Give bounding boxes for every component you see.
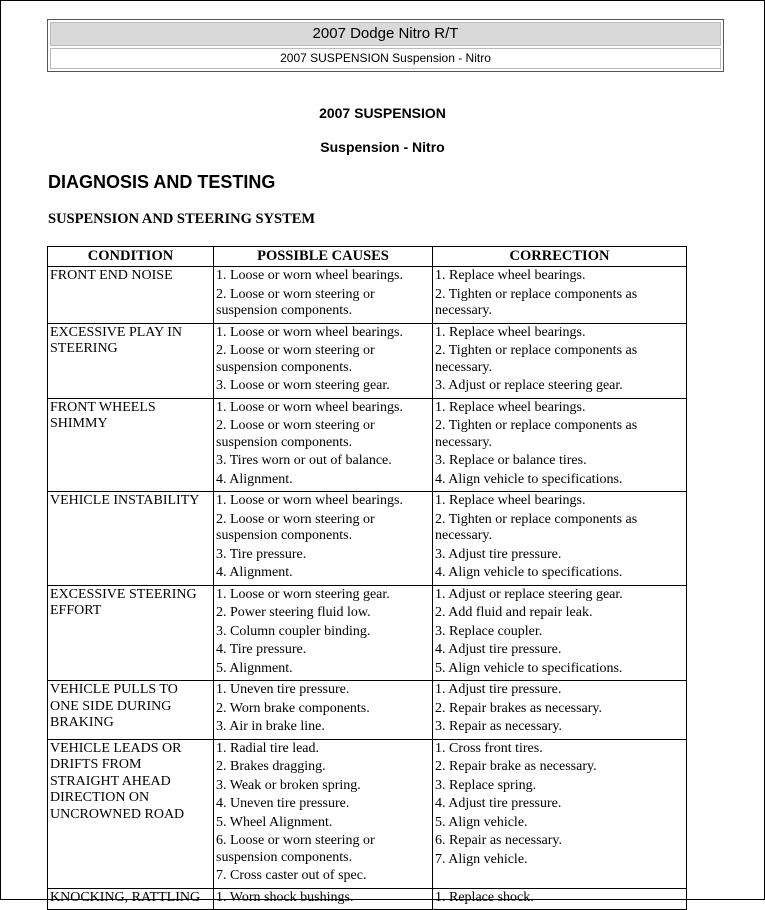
column-header-correction: CORRECTION [433, 247, 687, 267]
table-row [48, 323, 687, 398]
cause-item: 2. Loose or worn steering or suspension components. [216, 418, 375, 450]
condition-text: SHIMMY [50, 416, 108, 431]
correction-item: 3. Replace spring. [435, 777, 537, 793]
page-heading: DIAGNOSIS AND TESTING [48, 172, 276, 192]
correction-item: 2. Tighten or replace components as necessary. [435, 511, 638, 543]
cause-item: 1. Loose or worn wheel bearings. [216, 268, 404, 283]
table-header-row [48, 247, 687, 267]
correction-item: 2. Tighten or replace components as necessary. [435, 343, 638, 375]
condition-cell [48, 323, 214, 398]
condition-text: STEERING [50, 341, 118, 356]
correction-item: 3. Repair as necessary. [435, 719, 562, 734]
table-row [48, 585, 687, 681]
cause-item: 5. Wheel Alignment. [216, 814, 333, 830]
correction-item: 6. Repair as necessary. [435, 833, 562, 848]
condition-text: FRONT END NOISE [50, 268, 173, 283]
condition-cell [48, 681, 214, 740]
cause-item: 2. Brakes dragging. [216, 759, 326, 774]
cause-item: 1. Radial tire lead. [216, 740, 320, 756]
cause-item: 4. Alignment. [216, 471, 293, 487]
subsection-title: Suspension - Nitro [320, 139, 445, 155]
correction-item: 4. Adjust tire pressure. [435, 796, 562, 811]
condition-cell [48, 739, 214, 888]
cause-item: 1. Loose or worn steering gear. [216, 586, 390, 602]
correction-item: 3. Adjust or replace steering gear. [435, 378, 623, 393]
condition-text: FRONT WHEELS [50, 399, 156, 415]
condition-text: UNCROWNED ROAD [50, 806, 185, 822]
correction-item: 3. Replace coupler. [435, 623, 543, 639]
correction-item: 2. Tighten or replace components as necessary. [435, 286, 638, 318]
condition-text: EXCESSIVE PLAY IN [50, 324, 182, 340]
correction-item: 2. Tighten or replace components as necessary. [435, 418, 638, 450]
causes-cell [214, 681, 433, 740]
correction-cell [433, 492, 687, 586]
cause-item: 7. Cross caster out of spec. [216, 868, 367, 883]
correction-cell [433, 681, 687, 740]
correction-item: 4. Align vehicle to specifications. [435, 471, 623, 487]
condition-text: KNOCKING, RATTLING [50, 889, 201, 905]
column-header-condition: CONDITION [48, 247, 214, 267]
condition-text: VEHICLE INSTABILITY [50, 493, 200, 508]
correction-item: 3. Adjust tire pressure. [435, 546, 562, 562]
correction-item: 1. Adjust or replace steering gear. [435, 586, 623, 602]
condition-text: STRAIGHT AHEAD [50, 773, 171, 789]
cause-item: 4. Uneven tire pressure. [216, 796, 350, 811]
correction-cell [433, 267, 687, 324]
correction-item: 2. Repair brake as necessary. [435, 759, 597, 774]
table-row [48, 267, 687, 324]
condition-text: EXCESSIVE STEERING [50, 586, 197, 602]
causes-cell [214, 398, 433, 492]
correction-item: 7. Align vehicle. [435, 851, 528, 867]
correction-cell [433, 323, 687, 398]
section-heading: SUSPENSION AND STEERING SYSTEM [48, 211, 316, 227]
header-subtitle: 2007 SUSPENSION Suspension - Nitro [50, 48, 721, 69]
table-row [48, 492, 687, 586]
correction-cell [433, 888, 687, 910]
condition-cell [48, 492, 214, 586]
table-row [48, 398, 687, 492]
cause-item: 6. Loose or worn steering or suspension components. [216, 833, 375, 865]
correction-item: 5. Align vehicle. [435, 814, 528, 830]
condition-text: DIRECTION ON [50, 790, 150, 805]
table-row [48, 888, 687, 910]
cause-item: 2. Loose or worn steering or suspension components. [216, 511, 375, 543]
condition-cell [48, 585, 214, 681]
condition-cell [48, 888, 214, 910]
cause-item: 1. Worn shock bushings. [216, 889, 354, 905]
correction-item: 1. Replace shock. [435, 889, 534, 905]
header-title: 2007 Dodge Nitro R/T [50, 22, 721, 46]
column-header-causes: POSSIBLE CAUSES [214, 247, 433, 267]
correction-item: 4. Align vehicle to specifications. [435, 565, 623, 580]
cause-item: 3. Air in brake line. [216, 719, 325, 734]
cause-item: 3. Column coupler binding. [216, 623, 371, 639]
cause-item: 1. Loose or worn wheel bearings. [216, 493, 404, 508]
cause-item: 3. Tires worn or out of balance. [216, 453, 392, 468]
causes-cell [214, 585, 433, 681]
condition-text: BRAKING [50, 715, 114, 730]
condition-text: VEHICLE PULLS TO [50, 682, 178, 697]
correction-item: 2. Add fluid and repair leak. [435, 605, 593, 620]
correction-item: 4. Adjust tire pressure. [435, 642, 562, 657]
section-title: 2007 SUSPENSION [319, 105, 446, 121]
cause-item: 1. Loose or worn wheel bearings. [216, 399, 404, 415]
causes-cell [214, 492, 433, 586]
cause-item: 1. Loose or worn wheel bearings. [216, 324, 404, 340]
causes-cell [214, 323, 433, 398]
cause-item: 3. Tire pressure. [216, 546, 307, 562]
correction-item: 3. Replace or balance tires. [435, 453, 587, 468]
condition-cell [48, 267, 214, 324]
table-row [48, 681, 687, 740]
cause-item: 4. Tire pressure. [216, 642, 307, 657]
correction-item: 1. Replace wheel bearings. [435, 493, 586, 508]
condition-text: ONE SIDE DURING [50, 698, 172, 714]
condition-cell [48, 398, 214, 492]
causes-cell [214, 739, 433, 888]
correction-cell [433, 585, 687, 681]
table-row [48, 739, 687, 888]
cause-item: 2. Worn brake components. [216, 700, 370, 716]
correction-item: 5. Align vehicle to specifications. [435, 660, 623, 676]
correction-item: 1. Replace wheel bearings. [435, 324, 586, 340]
cause-item: 2. Loose or worn steering or suspension components. [216, 286, 375, 318]
causes-cell [214, 267, 433, 324]
cause-item: 3. Loose or worn steering gear. [216, 378, 390, 393]
cause-item: 5. Alignment. [216, 660, 293, 676]
cause-item: 2. Loose or worn steering or suspension components. [216, 343, 375, 375]
correction-item: 1. Replace wheel bearings. [435, 399, 586, 415]
correction-item: 1. Replace wheel bearings. [435, 268, 586, 283]
diagnosis-table [47, 246, 687, 910]
condition-text: EFFORT [50, 603, 102, 618]
correction-item: 1. Adjust tire pressure. [435, 682, 562, 697]
document-header [47, 19, 724, 72]
causes-cell [214, 888, 433, 910]
condition-text: DRIFTS FROM [50, 757, 142, 772]
correction-cell [433, 398, 687, 492]
correction-item: 2. Repair brakes as necessary. [435, 700, 603, 716]
cause-item: 2. Power steering fluid low. [216, 605, 371, 620]
cause-item: 3. Weak or broken spring. [216, 777, 361, 793]
condition-text: VEHICLE LEADS OR [50, 740, 182, 756]
correction-item: 1. Cross front tires. [435, 740, 543, 756]
cause-item: 4. Alignment. [216, 565, 293, 580]
cause-item: 1. Uneven tire pressure. [216, 682, 350, 697]
correction-cell [433, 739, 687, 888]
